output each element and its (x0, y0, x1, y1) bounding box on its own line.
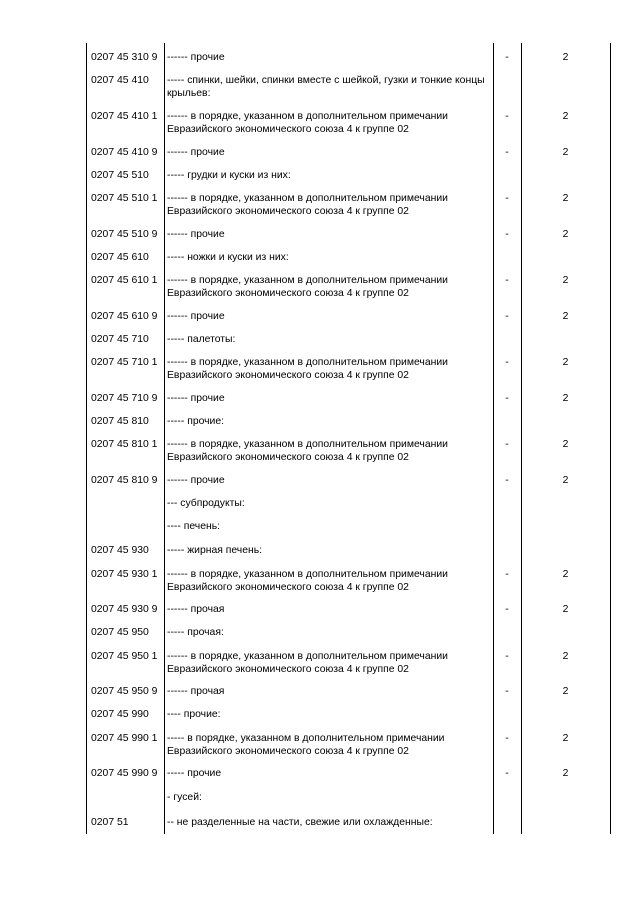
duty-rate: 2 (562, 733, 569, 744)
unit-of-measure: - (505, 651, 509, 662)
unit-of-measure: - (505, 229, 509, 240)
unit-of-measure: - (505, 393, 509, 404)
duty-rate: 2 (562, 604, 569, 615)
unit-of-measure: - (505, 475, 509, 486)
commodity-description: ---- прочие: (167, 709, 221, 720)
commodity-code: 0207 45 610 9 (91, 311, 158, 322)
commodity-description: ------ в порядке, указанном в дополнительном примечании Евразийского экономического союза 4 к группе 02 (167, 439, 448, 463)
commodity-code: 0207 51 (91, 817, 129, 828)
commodity-description: -- не разделенные на части, свежие или охлажденные: (167, 817, 433, 828)
table-border-code (164, 43, 165, 834)
commodity-description: ------ прочие (167, 229, 225, 240)
unit-of-measure: - (505, 357, 509, 368)
duty-rate: 2 (562, 275, 569, 286)
commodity-description: ----- жирная печень: (167, 545, 263, 556)
commodity-description: ------ в порядке, указанном в дополнительном примечании Евразийского экономического союза 4 к группе 02 (167, 193, 448, 217)
unit-of-measure: - (505, 193, 509, 204)
commodity-code: 0207 45 610 (91, 252, 149, 263)
commodity-code: 0207 45 810 1 (91, 439, 158, 450)
commodity-description: ------ в порядке, указанном в дополнительном примечании Евразийского экономического союза 4 к группе 02 (167, 569, 448, 593)
commodity-code: 0207 45 710 (91, 334, 149, 345)
commodity-code: 0207 45 610 1 (91, 275, 158, 286)
commodity-code: 0207 45 510 9 (91, 229, 158, 240)
unit-of-measure: - (505, 768, 509, 779)
commodity-description: ------ прочие (167, 475, 225, 486)
commodity-description: ------ в порядке, указанном в дополнительном примечании Евразийского экономического союза 4 к группе 02 (167, 651, 448, 675)
commodity-description: ------ прочие (167, 393, 225, 404)
duty-rate: 2 (562, 651, 569, 662)
duty-rate: 2 (562, 569, 569, 580)
unit-of-measure: - (505, 686, 509, 697)
commodity-code: 0207 45 410 9 (91, 147, 158, 158)
unit-of-measure: - (505, 311, 509, 322)
commodity-code: 0207 45 310 9 (91, 52, 158, 63)
table-border-left (86, 43, 87, 834)
duty-rate: 2 (562, 193, 569, 204)
commodity-code: 0207 45 410 1 (91, 111, 158, 122)
unit-of-measure: - (505, 604, 509, 615)
duty-rate: 2 (562, 439, 569, 450)
commodity-description: ----- палетоты: (167, 334, 236, 345)
commodity-description: ------ прочие (167, 147, 225, 158)
duty-rate: 2 (562, 475, 569, 486)
commodity-description: ------ в порядке, указанном в дополнительном примечании Евразийского экономического союза 4 к группе 02 (167, 275, 448, 299)
duty-rate: 2 (562, 686, 569, 697)
commodity-description: ------ прочая (167, 604, 225, 615)
commodity-code: 0207 45 930 1 (91, 569, 158, 580)
duty-rate: 2 (562, 357, 569, 368)
commodity-description: - гусей: (167, 792, 202, 803)
commodity-code: 0207 45 990 1 (91, 733, 158, 744)
commodity-description: ------ прочая (167, 686, 225, 697)
commodity-code: 0207 45 950 9 (91, 686, 158, 697)
commodity-description: ---- печень: (167, 521, 221, 532)
commodity-code: 0207 45 810 9 (91, 475, 158, 486)
commodity-description: ----- спинки, шейки, спинки вместе с шейкой, гузки и тонкие концы крыльев: (167, 75, 485, 99)
unit-of-measure: - (505, 147, 509, 158)
commodity-description: ----- в порядке, указанном в дополнительном примечании Евразийского экономического союза 4 к группе 02 (167, 733, 445, 757)
duty-rate: 2 (562, 147, 569, 158)
commodity-description: ----- ножки и куски из них: (167, 252, 289, 263)
unit-of-measure: - (505, 111, 509, 122)
duty-rate: 2 (562, 393, 569, 404)
commodity-description: ----- прочие (167, 768, 222, 779)
commodity-description: ------ в порядке, указанном в дополнительном примечании Евразийского экономического союза 4 к группе 02 (167, 111, 448, 135)
commodity-code: 0207 45 930 9 (91, 604, 158, 615)
unit-of-measure: - (505, 275, 509, 286)
commodity-description: ------ прочие (167, 52, 225, 63)
commodity-description: ----- грудки и куски из них: (167, 170, 291, 181)
unit-of-measure: - (505, 52, 509, 63)
commodity-code: 0207 45 510 (91, 170, 149, 181)
commodity-description: ----- прочие: (167, 416, 225, 427)
duty-rate: 2 (562, 229, 569, 240)
duty-rate: 2 (562, 52, 569, 63)
duty-rate: 2 (562, 768, 569, 779)
commodity-code: 0207 45 990 (91, 709, 149, 720)
unit-of-measure: - (505, 569, 509, 580)
commodity-code: 0207 45 950 1 (91, 651, 158, 662)
unit-of-measure: - (505, 439, 509, 450)
commodity-code: 0207 45 410 (91, 75, 149, 86)
commodity-description: ------ в порядке, указанном в дополнительном примечании Евразийского экономического союза 4 к группе 02 (167, 357, 448, 381)
commodity-description: --- субпродукты: (167, 498, 245, 509)
commodity-code: 0207 45 810 (91, 416, 149, 427)
commodity-code: 0207 45 930 (91, 545, 149, 556)
commodity-description: ----- прочая: (167, 627, 224, 638)
commodity-code: 0207 45 710 9 (91, 393, 158, 404)
commodity-code: 0207 45 710 1 (91, 357, 158, 368)
duty-rate: 2 (562, 111, 569, 122)
duty-rate: 2 (562, 311, 569, 322)
commodity-code: 0207 45 950 (91, 627, 149, 638)
unit-of-measure: - (505, 733, 509, 744)
commodity-description: ------ прочие (167, 311, 225, 322)
commodity-code: 0207 45 990 9 (91, 768, 158, 779)
commodity-code: 0207 45 510 1 (91, 193, 158, 204)
table-border-right (610, 43, 611, 834)
